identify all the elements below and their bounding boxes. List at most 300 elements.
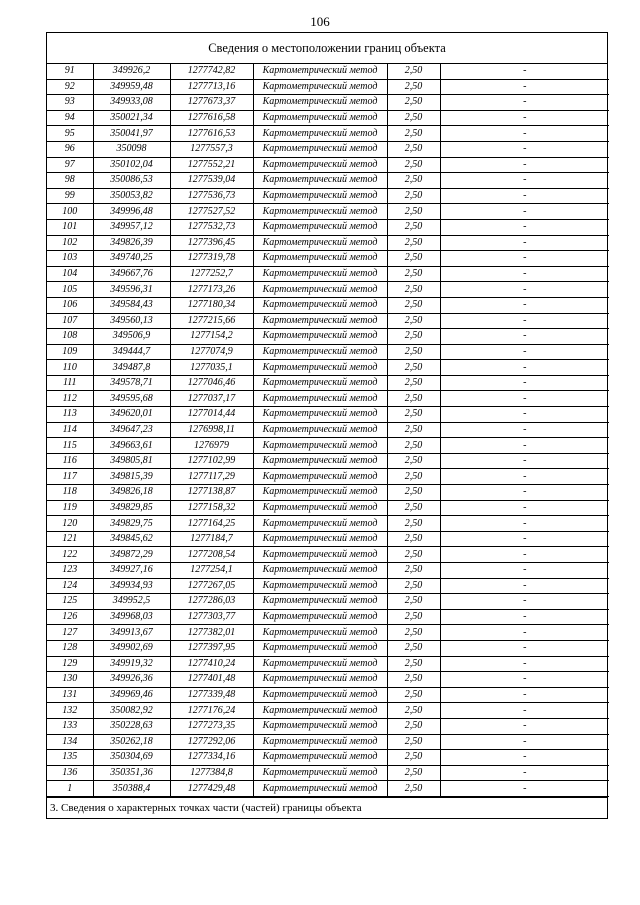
boundary-points-table <box>47 64 609 797</box>
method-cell: Картометрический метод <box>253 251 387 267</box>
y-coordinate-cell: 1277138,87 <box>170 485 253 501</box>
point-number-cell: 106 <box>47 297 93 313</box>
y-coordinate-cell: 1277303,77 <box>170 609 253 625</box>
table-row <box>47 750 609 766</box>
description-cell: - <box>440 516 609 532</box>
description-cell: - <box>440 485 609 501</box>
point-number-cell: 114 <box>47 422 93 438</box>
point-number-cell: 113 <box>47 407 93 423</box>
x-coordinate-cell: 349968,03 <box>93 609 170 625</box>
boundary-table-frame <box>46 32 608 819</box>
accuracy-cell: 2,50 <box>387 469 440 485</box>
accuracy-cell: 2,50 <box>387 422 440 438</box>
accuracy-cell: 2,50 <box>387 781 440 797</box>
accuracy-cell: 2,50 <box>387 375 440 391</box>
table-row <box>47 718 609 734</box>
description-cell: - <box>440 360 609 376</box>
x-coordinate-cell: 350228,63 <box>93 718 170 734</box>
point-number-cell: 110 <box>47 360 93 376</box>
table-row <box>47 188 609 204</box>
method-cell: Картометрический метод <box>253 718 387 734</box>
y-coordinate-cell: 1277536,73 <box>170 188 253 204</box>
table-row <box>47 485 609 501</box>
description-cell: - <box>440 531 609 547</box>
accuracy-cell: 2,50 <box>387 235 440 251</box>
description-cell: - <box>440 609 609 625</box>
x-coordinate-cell: 349969,46 <box>93 687 170 703</box>
accuracy-cell: 2,50 <box>387 687 440 703</box>
description-cell: - <box>440 438 609 454</box>
x-coordinate-cell: 350082,92 <box>93 703 170 719</box>
y-coordinate-cell: 1277046,46 <box>170 375 253 391</box>
x-coordinate-cell: 349829,75 <box>93 516 170 532</box>
method-cell: Картометрический метод <box>253 141 387 157</box>
table-row <box>47 110 609 126</box>
point-number-cell: 108 <box>47 329 93 345</box>
y-coordinate-cell: 1276979 <box>170 438 253 454</box>
description-cell: - <box>440 500 609 516</box>
point-number-cell: 135 <box>47 750 93 766</box>
y-coordinate-cell: 1277539,04 <box>170 173 253 189</box>
method-cell: Картометрический метод <box>253 219 387 235</box>
accuracy-cell: 2,50 <box>387 453 440 469</box>
y-coordinate-cell: 1277319,78 <box>170 251 253 267</box>
method-cell: Картометрический метод <box>253 469 387 485</box>
y-coordinate-cell: 1277557,3 <box>170 141 253 157</box>
description-cell: - <box>440 297 609 313</box>
accuracy-cell: 2,50 <box>387 578 440 594</box>
method-cell: Картометрический метод <box>253 188 387 204</box>
accuracy-cell: 2,50 <box>387 344 440 360</box>
table-row <box>47 656 609 672</box>
accuracy-cell: 2,50 <box>387 640 440 656</box>
y-coordinate-cell: 1277158,32 <box>170 500 253 516</box>
method-cell: Картометрический метод <box>253 235 387 251</box>
x-coordinate-cell: 349913,67 <box>93 625 170 641</box>
x-coordinate-cell: 349926,2 <box>93 64 170 79</box>
description-cell: - <box>440 578 609 594</box>
point-number-cell: 118 <box>47 485 93 501</box>
table-row <box>47 625 609 641</box>
table-row <box>47 266 609 282</box>
method-cell: Картометрический метод <box>253 64 387 79</box>
point-number-cell: 101 <box>47 219 93 235</box>
x-coordinate-cell: 350021,34 <box>93 110 170 126</box>
table-row <box>47 672 609 688</box>
description-cell: - <box>440 188 609 204</box>
method-cell: Картометрический метод <box>253 672 387 688</box>
method-cell: Картометрический метод <box>253 282 387 298</box>
method-cell: Картометрический метод <box>253 329 387 345</box>
accuracy-cell: 2,50 <box>387 173 440 189</box>
point-number-cell: 98 <box>47 173 93 189</box>
y-coordinate-cell: 1277713,16 <box>170 79 253 95</box>
y-coordinate-cell: 1277397,95 <box>170 640 253 656</box>
x-coordinate-cell: 349872,29 <box>93 547 170 563</box>
description-cell: - <box>440 344 609 360</box>
point-number-cell: 130 <box>47 672 93 688</box>
x-coordinate-cell: 349740,25 <box>93 251 170 267</box>
x-coordinate-cell: 350262,18 <box>93 734 170 750</box>
table-row <box>47 375 609 391</box>
y-coordinate-cell: 1277292,06 <box>170 734 253 750</box>
point-number-cell: 134 <box>47 734 93 750</box>
method-cell: Картометрический метод <box>253 625 387 641</box>
x-coordinate-cell: 349996,48 <box>93 204 170 220</box>
accuracy-cell: 2,50 <box>387 95 440 111</box>
table-row <box>47 126 609 142</box>
description-cell: - <box>440 173 609 189</box>
x-coordinate-cell: 349926,36 <box>93 672 170 688</box>
y-coordinate-cell: 1277154,2 <box>170 329 253 345</box>
y-coordinate-cell: 1277384,8 <box>170 765 253 781</box>
accuracy-cell: 2,50 <box>387 703 440 719</box>
y-coordinate-cell: 1277616,58 <box>170 110 253 126</box>
accuracy-cell: 2,50 <box>387 313 440 329</box>
table-row <box>47 141 609 157</box>
y-coordinate-cell: 1277742,82 <box>170 64 253 79</box>
x-coordinate-cell: 350086,53 <box>93 173 170 189</box>
y-coordinate-cell: 1277215,66 <box>170 313 253 329</box>
table-row <box>47 313 609 329</box>
y-coordinate-cell: 1277035,1 <box>170 360 253 376</box>
table-row <box>47 734 609 750</box>
table-row <box>47 235 609 251</box>
accuracy-cell: 2,50 <box>387 563 440 579</box>
description-cell: - <box>440 391 609 407</box>
method-cell: Картометрический метод <box>253 360 387 376</box>
table-row <box>47 516 609 532</box>
point-number-cell: 123 <box>47 563 93 579</box>
accuracy-cell: 2,50 <box>387 79 440 95</box>
method-cell: Картометрический метод <box>253 578 387 594</box>
x-coordinate-cell: 350351,36 <box>93 765 170 781</box>
table-row <box>47 578 609 594</box>
x-coordinate-cell: 349647,23 <box>93 422 170 438</box>
table-row <box>47 407 609 423</box>
table-row <box>47 500 609 516</box>
x-coordinate-cell: 349815,39 <box>93 469 170 485</box>
method-cell: Картометрический метод <box>253 687 387 703</box>
point-number-cell: 100 <box>47 204 93 220</box>
description-cell: - <box>440 157 609 173</box>
description-cell: - <box>440 563 609 579</box>
x-coordinate-cell: 349805,81 <box>93 453 170 469</box>
x-coordinate-cell: 349826,18 <box>93 485 170 501</box>
method-cell: Картометрический метод <box>253 438 387 454</box>
y-coordinate-cell: 1277334,16 <box>170 750 253 766</box>
description-cell: - <box>440 282 609 298</box>
accuracy-cell: 2,50 <box>387 656 440 672</box>
point-number-cell: 119 <box>47 500 93 516</box>
description-cell: - <box>440 266 609 282</box>
description-cell: - <box>440 625 609 641</box>
description-cell: - <box>440 79 609 95</box>
method-cell: Картометрический метод <box>253 640 387 656</box>
description-cell: - <box>440 469 609 485</box>
x-coordinate-cell: 349596,31 <box>93 282 170 298</box>
x-coordinate-cell: 350041,97 <box>93 126 170 142</box>
method-cell: Картометрический метод <box>253 95 387 111</box>
point-number-cell: 136 <box>47 765 93 781</box>
point-number-cell: 126 <box>47 609 93 625</box>
description-cell: - <box>440 422 609 438</box>
method-cell: Картометрический метод <box>253 594 387 610</box>
method-cell: Картометрический метод <box>253 297 387 313</box>
description-cell: - <box>440 126 609 142</box>
x-coordinate-cell: 349959,48 <box>93 79 170 95</box>
accuracy-cell: 2,50 <box>387 625 440 641</box>
table-header-title: Сведения о местоположении границ объекта <box>47 33 607 64</box>
accuracy-cell: 2,50 <box>387 594 440 610</box>
table-row <box>47 640 609 656</box>
description-cell: - <box>440 718 609 734</box>
x-coordinate-cell: 349506,9 <box>93 329 170 345</box>
table-row <box>47 703 609 719</box>
method-cell: Картометрический метод <box>253 500 387 516</box>
point-number-cell: 121 <box>47 531 93 547</box>
y-coordinate-cell: 1277273,35 <box>170 718 253 734</box>
x-coordinate-cell: 349826,39 <box>93 235 170 251</box>
point-number-cell: 105 <box>47 282 93 298</box>
y-coordinate-cell: 1277532,73 <box>170 219 253 235</box>
x-coordinate-cell: 349560,13 <box>93 313 170 329</box>
accuracy-cell: 2,50 <box>387 110 440 126</box>
x-coordinate-cell: 349919,32 <box>93 656 170 672</box>
method-cell: Картометрический метод <box>253 781 387 797</box>
description-cell: - <box>440 219 609 235</box>
point-number-cell: 116 <box>47 453 93 469</box>
description-cell: - <box>440 765 609 781</box>
table-row <box>47 547 609 563</box>
y-coordinate-cell: 1277252,7 <box>170 266 253 282</box>
y-coordinate-cell: 1277208,54 <box>170 547 253 563</box>
x-coordinate-cell: 349663,61 <box>93 438 170 454</box>
y-coordinate-cell: 1277527,52 <box>170 204 253 220</box>
y-coordinate-cell: 1277074,9 <box>170 344 253 360</box>
table-row <box>47 282 609 298</box>
y-coordinate-cell: 1277014,44 <box>170 407 253 423</box>
method-cell: Картометрический метод <box>253 204 387 220</box>
description-cell: - <box>440 453 609 469</box>
method-cell: Картометрический метод <box>253 266 387 282</box>
x-coordinate-cell: 349578,71 <box>93 375 170 391</box>
method-cell: Картометрический метод <box>253 703 387 719</box>
table-row <box>47 563 609 579</box>
method-cell: Картометрический метод <box>253 79 387 95</box>
method-cell: Картометрический метод <box>253 375 387 391</box>
y-coordinate-cell: 1277673,37 <box>170 95 253 111</box>
point-number-cell: 94 <box>47 110 93 126</box>
x-coordinate-cell: 349845,62 <box>93 531 170 547</box>
method-cell: Картометрический метод <box>253 563 387 579</box>
table-row <box>47 157 609 173</box>
description-cell: - <box>440 407 609 423</box>
accuracy-cell: 2,50 <box>387 282 440 298</box>
accuracy-cell: 2,50 <box>387 750 440 766</box>
accuracy-cell: 2,50 <box>387 672 440 688</box>
x-coordinate-cell: 349927,16 <box>93 563 170 579</box>
point-number-cell: 111 <box>47 375 93 391</box>
accuracy-cell: 2,50 <box>387 157 440 173</box>
y-coordinate-cell: 1277037,17 <box>170 391 253 407</box>
y-coordinate-cell: 1277552,21 <box>170 157 253 173</box>
table-row <box>47 297 609 313</box>
x-coordinate-cell: 349487,8 <box>93 360 170 376</box>
method-cell: Картометрический метод <box>253 765 387 781</box>
point-number-cell: 109 <box>47 344 93 360</box>
point-number-cell: 97 <box>47 157 93 173</box>
accuracy-cell: 2,50 <box>387 500 440 516</box>
description-cell: - <box>440 251 609 267</box>
y-coordinate-cell: 1277410,24 <box>170 656 253 672</box>
point-number-cell: 133 <box>47 718 93 734</box>
point-number-cell: 112 <box>47 391 93 407</box>
y-coordinate-cell: 1277173,26 <box>170 282 253 298</box>
point-number-cell: 129 <box>47 656 93 672</box>
x-coordinate-cell: 349902,69 <box>93 640 170 656</box>
table-row <box>47 251 609 267</box>
accuracy-cell: 2,50 <box>387 547 440 563</box>
y-coordinate-cell: 1277401,48 <box>170 672 253 688</box>
table-row <box>47 344 609 360</box>
description-cell: - <box>440 594 609 610</box>
point-number-cell: 122 <box>47 547 93 563</box>
point-number-cell: 132 <box>47 703 93 719</box>
y-coordinate-cell: 1277339,48 <box>170 687 253 703</box>
method-cell: Картометрический метод <box>253 126 387 142</box>
table-row <box>47 360 609 376</box>
description-cell: - <box>440 750 609 766</box>
accuracy-cell: 2,50 <box>387 329 440 345</box>
point-number-cell: 125 <box>47 594 93 610</box>
y-coordinate-cell: 1277286,03 <box>170 594 253 610</box>
y-coordinate-cell: 1277382,01 <box>170 625 253 641</box>
description-cell: - <box>440 547 609 563</box>
accuracy-cell: 2,50 <box>387 734 440 750</box>
point-number-cell: 91 <box>47 64 93 79</box>
point-number-cell: 127 <box>47 625 93 641</box>
point-number-cell: 117 <box>47 469 93 485</box>
table-row <box>47 594 609 610</box>
method-cell: Картометрический метод <box>253 485 387 501</box>
point-number-cell: 92 <box>47 79 93 95</box>
accuracy-cell: 2,50 <box>387 609 440 625</box>
method-cell: Картометрический метод <box>253 173 387 189</box>
accuracy-cell: 2,50 <box>387 485 440 501</box>
description-cell: - <box>440 329 609 345</box>
method-cell: Картометрический метод <box>253 547 387 563</box>
description-cell: - <box>440 313 609 329</box>
point-number-cell: 115 <box>47 438 93 454</box>
method-cell: Картометрический метод <box>253 157 387 173</box>
accuracy-cell: 2,50 <box>387 251 440 267</box>
y-coordinate-cell: 1277184,7 <box>170 531 253 547</box>
y-coordinate-cell: 1277102,99 <box>170 453 253 469</box>
x-coordinate-cell: 350388,4 <box>93 781 170 797</box>
point-number-cell: 104 <box>47 266 93 282</box>
x-coordinate-cell: 350098 <box>93 141 170 157</box>
x-coordinate-cell: 349933,08 <box>93 95 170 111</box>
method-cell: Картометрический метод <box>253 750 387 766</box>
point-number-cell: 99 <box>47 188 93 204</box>
accuracy-cell: 2,50 <box>387 64 440 79</box>
description-cell: - <box>440 141 609 157</box>
description-cell: - <box>440 781 609 797</box>
point-number-cell: 103 <box>47 251 93 267</box>
description-cell: - <box>440 734 609 750</box>
y-coordinate-cell: 1277616,53 <box>170 126 253 142</box>
y-coordinate-cell: 1277180,34 <box>170 297 253 313</box>
method-cell: Картометрический метод <box>253 110 387 126</box>
table-row <box>47 204 609 220</box>
x-coordinate-cell: 350102,04 <box>93 157 170 173</box>
method-cell: Картометрический метод <box>253 516 387 532</box>
accuracy-cell: 2,50 <box>387 391 440 407</box>
y-coordinate-cell: 1277267,05 <box>170 578 253 594</box>
accuracy-cell: 2,50 <box>387 765 440 781</box>
accuracy-cell: 2,50 <box>387 516 440 532</box>
description-cell: - <box>440 703 609 719</box>
x-coordinate-cell: 349620,01 <box>93 407 170 423</box>
x-coordinate-cell: 349595,68 <box>93 391 170 407</box>
table-row <box>47 422 609 438</box>
x-coordinate-cell: 349444,7 <box>93 344 170 360</box>
description-cell: - <box>440 640 609 656</box>
table-row <box>47 453 609 469</box>
method-cell: Картометрический метод <box>253 344 387 360</box>
description-cell: - <box>440 687 609 703</box>
method-cell: Картометрический метод <box>253 734 387 750</box>
method-cell: Картометрический метод <box>253 313 387 329</box>
description-cell: - <box>440 235 609 251</box>
method-cell: Картометрический метод <box>253 422 387 438</box>
table-row <box>47 765 609 781</box>
method-cell: Картометрический метод <box>253 453 387 469</box>
point-number-cell: 124 <box>47 578 93 594</box>
y-coordinate-cell: 1276998,11 <box>170 422 253 438</box>
accuracy-cell: 2,50 <box>387 438 440 454</box>
point-number-cell: 102 <box>47 235 93 251</box>
accuracy-cell: 2,50 <box>387 718 440 734</box>
y-coordinate-cell: 1277117,29 <box>170 469 253 485</box>
accuracy-cell: 2,50 <box>387 360 440 376</box>
point-number-cell: 131 <box>47 687 93 703</box>
description-cell: - <box>440 672 609 688</box>
x-coordinate-cell: 349952,5 <box>93 594 170 610</box>
accuracy-cell: 2,50 <box>387 141 440 157</box>
y-coordinate-cell: 1277176,24 <box>170 703 253 719</box>
table-row <box>47 391 609 407</box>
table-row <box>47 329 609 345</box>
table-row <box>47 469 609 485</box>
x-coordinate-cell: 349584,43 <box>93 297 170 313</box>
table-row <box>47 219 609 235</box>
x-coordinate-cell: 350304,69 <box>93 750 170 766</box>
table-body <box>47 64 609 796</box>
x-coordinate-cell: 350053,82 <box>93 188 170 204</box>
description-cell: - <box>440 95 609 111</box>
method-cell: Картометрический метод <box>253 531 387 547</box>
x-coordinate-cell: 349957,12 <box>93 219 170 235</box>
y-coordinate-cell: 1277396,45 <box>170 235 253 251</box>
table-row <box>47 687 609 703</box>
accuracy-cell: 2,50 <box>387 219 440 235</box>
point-number-cell: 95 <box>47 126 93 142</box>
accuracy-cell: 2,50 <box>387 126 440 142</box>
method-cell: Картометрический метод <box>253 391 387 407</box>
x-coordinate-cell: 349829,85 <box>93 500 170 516</box>
